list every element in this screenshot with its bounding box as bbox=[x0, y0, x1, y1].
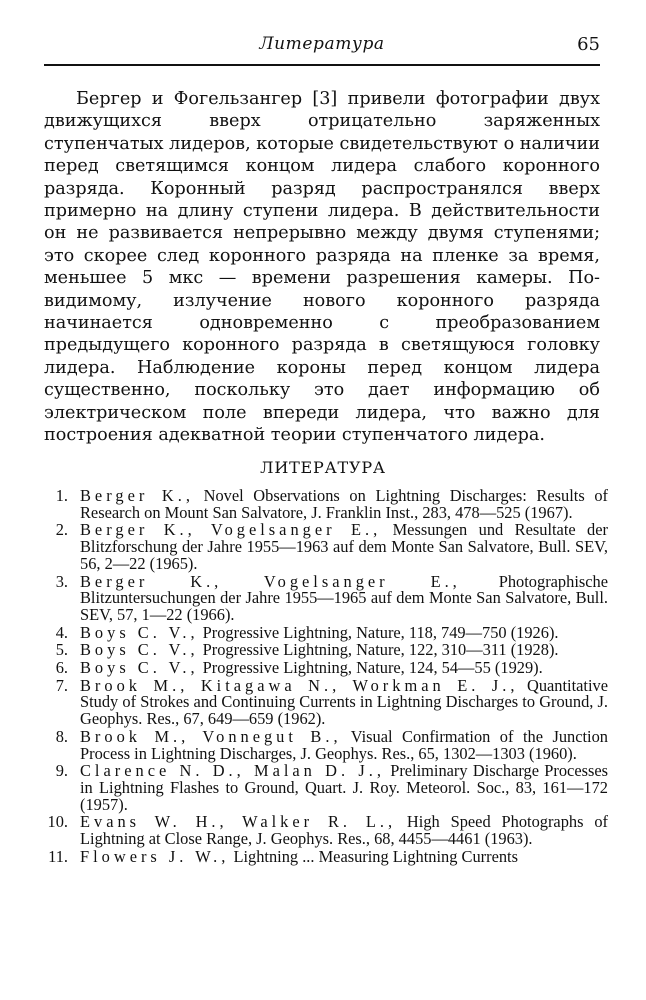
reference-number: 10. bbox=[47, 812, 68, 832]
reference-text: Progressive Lightning, Nature, 124, 54—55 (1929). bbox=[198, 658, 543, 678]
reference-authors: Flowers J. W., bbox=[80, 846, 230, 866]
page-header bbox=[44, 30, 600, 66]
reference-text: Photographische Blitzuntersuchungen der Jahre 1955—1965 auf dem Monte San Salvatore, Bull. SEV, 57, 1—22 (1966). bbox=[80, 571, 608, 624]
reference-authors: Brook M., Vonnegut B., bbox=[80, 726, 342, 746]
reference-number: 8. bbox=[55, 726, 68, 746]
reference-item bbox=[44, 726, 608, 763]
reference-text: Messungen und Resultate der Blitzforschung der Jahre 1955—1963 auf dem Monte San Salvatore, Bull. SEV, 56, 2—22 (1965). bbox=[80, 520, 608, 573]
reference-text: Visual Confirmation of the Junction Process in Lightning Discharges, J. Geophys. Res., 65, 1302—1303 (1960). bbox=[80, 726, 608, 763]
page-number: 65 bbox=[577, 34, 600, 55]
reference-number: 9. bbox=[55, 761, 68, 781]
reference-number: 3. bbox=[55, 571, 68, 591]
reference-number: 5. bbox=[55, 640, 68, 660]
reference-number: 2. bbox=[55, 520, 68, 540]
reference-text: Preliminary Discharge Processes in Lightning Flashes to Ground, Quart. J. Roy. Meteorol. Soc., 83, 161—172 (1957). bbox=[80, 761, 608, 814]
reference-text: Novel Observations on Lightning Discharges: Results of Research on Mount San Salvatore, J. Franklin Inst., 283, 478—525 (1967). bbox=[80, 486, 608, 522]
reference-authors: Brook M., Kitagawa N., Workman E. J., bbox=[80, 675, 519, 695]
reference-item bbox=[44, 571, 608, 624]
reference-item bbox=[44, 814, 608, 847]
reference-item bbox=[44, 622, 608, 642]
reference-item bbox=[44, 846, 608, 866]
reference-text: Quantitative Study of Strokes and Continuing Currents in Lightning Discharges to Ground, J. Geophys. Res., 67, 649—659 (1962). bbox=[80, 675, 608, 729]
reference-number: 4. bbox=[55, 622, 68, 642]
reference-number: 6. bbox=[55, 658, 68, 678]
reference-authors: Berger K., bbox=[80, 486, 194, 505]
reference-authors: Clarence N. D., Malan D. J., bbox=[80, 761, 385, 781]
reference-authors: Boys C. V., bbox=[80, 640, 199, 660]
reference-authors: Boys C. V., bbox=[80, 622, 199, 642]
running-title: Литература bbox=[259, 34, 385, 54]
reference-number: 7. bbox=[55, 675, 68, 695]
reference-text: Progressive Lightning, Nature, 122, 310—311 (1928). bbox=[198, 640, 559, 660]
reference-item bbox=[44, 522, 608, 572]
reference-item bbox=[44, 488, 608, 521]
reference-text: Progressive Lightning, Nature, 118, 749—750 (1926). bbox=[198, 622, 559, 642]
reference-number: 1. bbox=[55, 486, 68, 505]
reference-item bbox=[44, 763, 608, 813]
reference-number: 11. bbox=[48, 846, 68, 866]
reference-authors: Berger K., Vogelsanger E., bbox=[80, 571, 461, 591]
reference-item bbox=[44, 660, 608, 677]
reference-authors: Berger K., Vogelsanger E., bbox=[80, 520, 382, 540]
body-paragraph: Бергер и Фогельзангер [3] привели фотографии двух движущихся вверх отрицательно заряженных ступенчатых лидеров, которые свидетельствуют о наличии перед светящимся концом лидера слабого коронного разряда. Коронный разряд распространялся вверх примерно на длину ступени лидера. В действительности он не развивается непрерывно между двумя ступенями; это скорее след коронного разряда на пленке за время, меньшее 5 мкс — времени разрешения камеры. По-видимому, излучение нового коронного разряда начинается одновременно с преобразованием предыдущего коронного разряда в светящуюся головку лидера. Наблюдение короны перед концом лидера существенно, поскольку это дает информацию об электрическом поле впереди лидера, что важно для построения адекватной теории ступенчатого лидера. bbox=[44, 89, 600, 446]
references-heading: ЛИТЕРАТУРА bbox=[260, 458, 386, 477]
reference-item bbox=[44, 642, 608, 659]
reference-authors: Evans W. H., Walker R. L., bbox=[80, 812, 397, 832]
reference-authors: Boys C. V., bbox=[80, 658, 199, 678]
reference-text: Lightning ... Measuring Lightning Currents bbox=[229, 846, 518, 866]
reference-text: High Speed Photographs of Lightning at Close Range, J. Geophys. Res., 68, 4455—4461 (1963). bbox=[80, 812, 608, 849]
reference-item bbox=[44, 675, 608, 729]
references-list bbox=[44, 488, 608, 866]
